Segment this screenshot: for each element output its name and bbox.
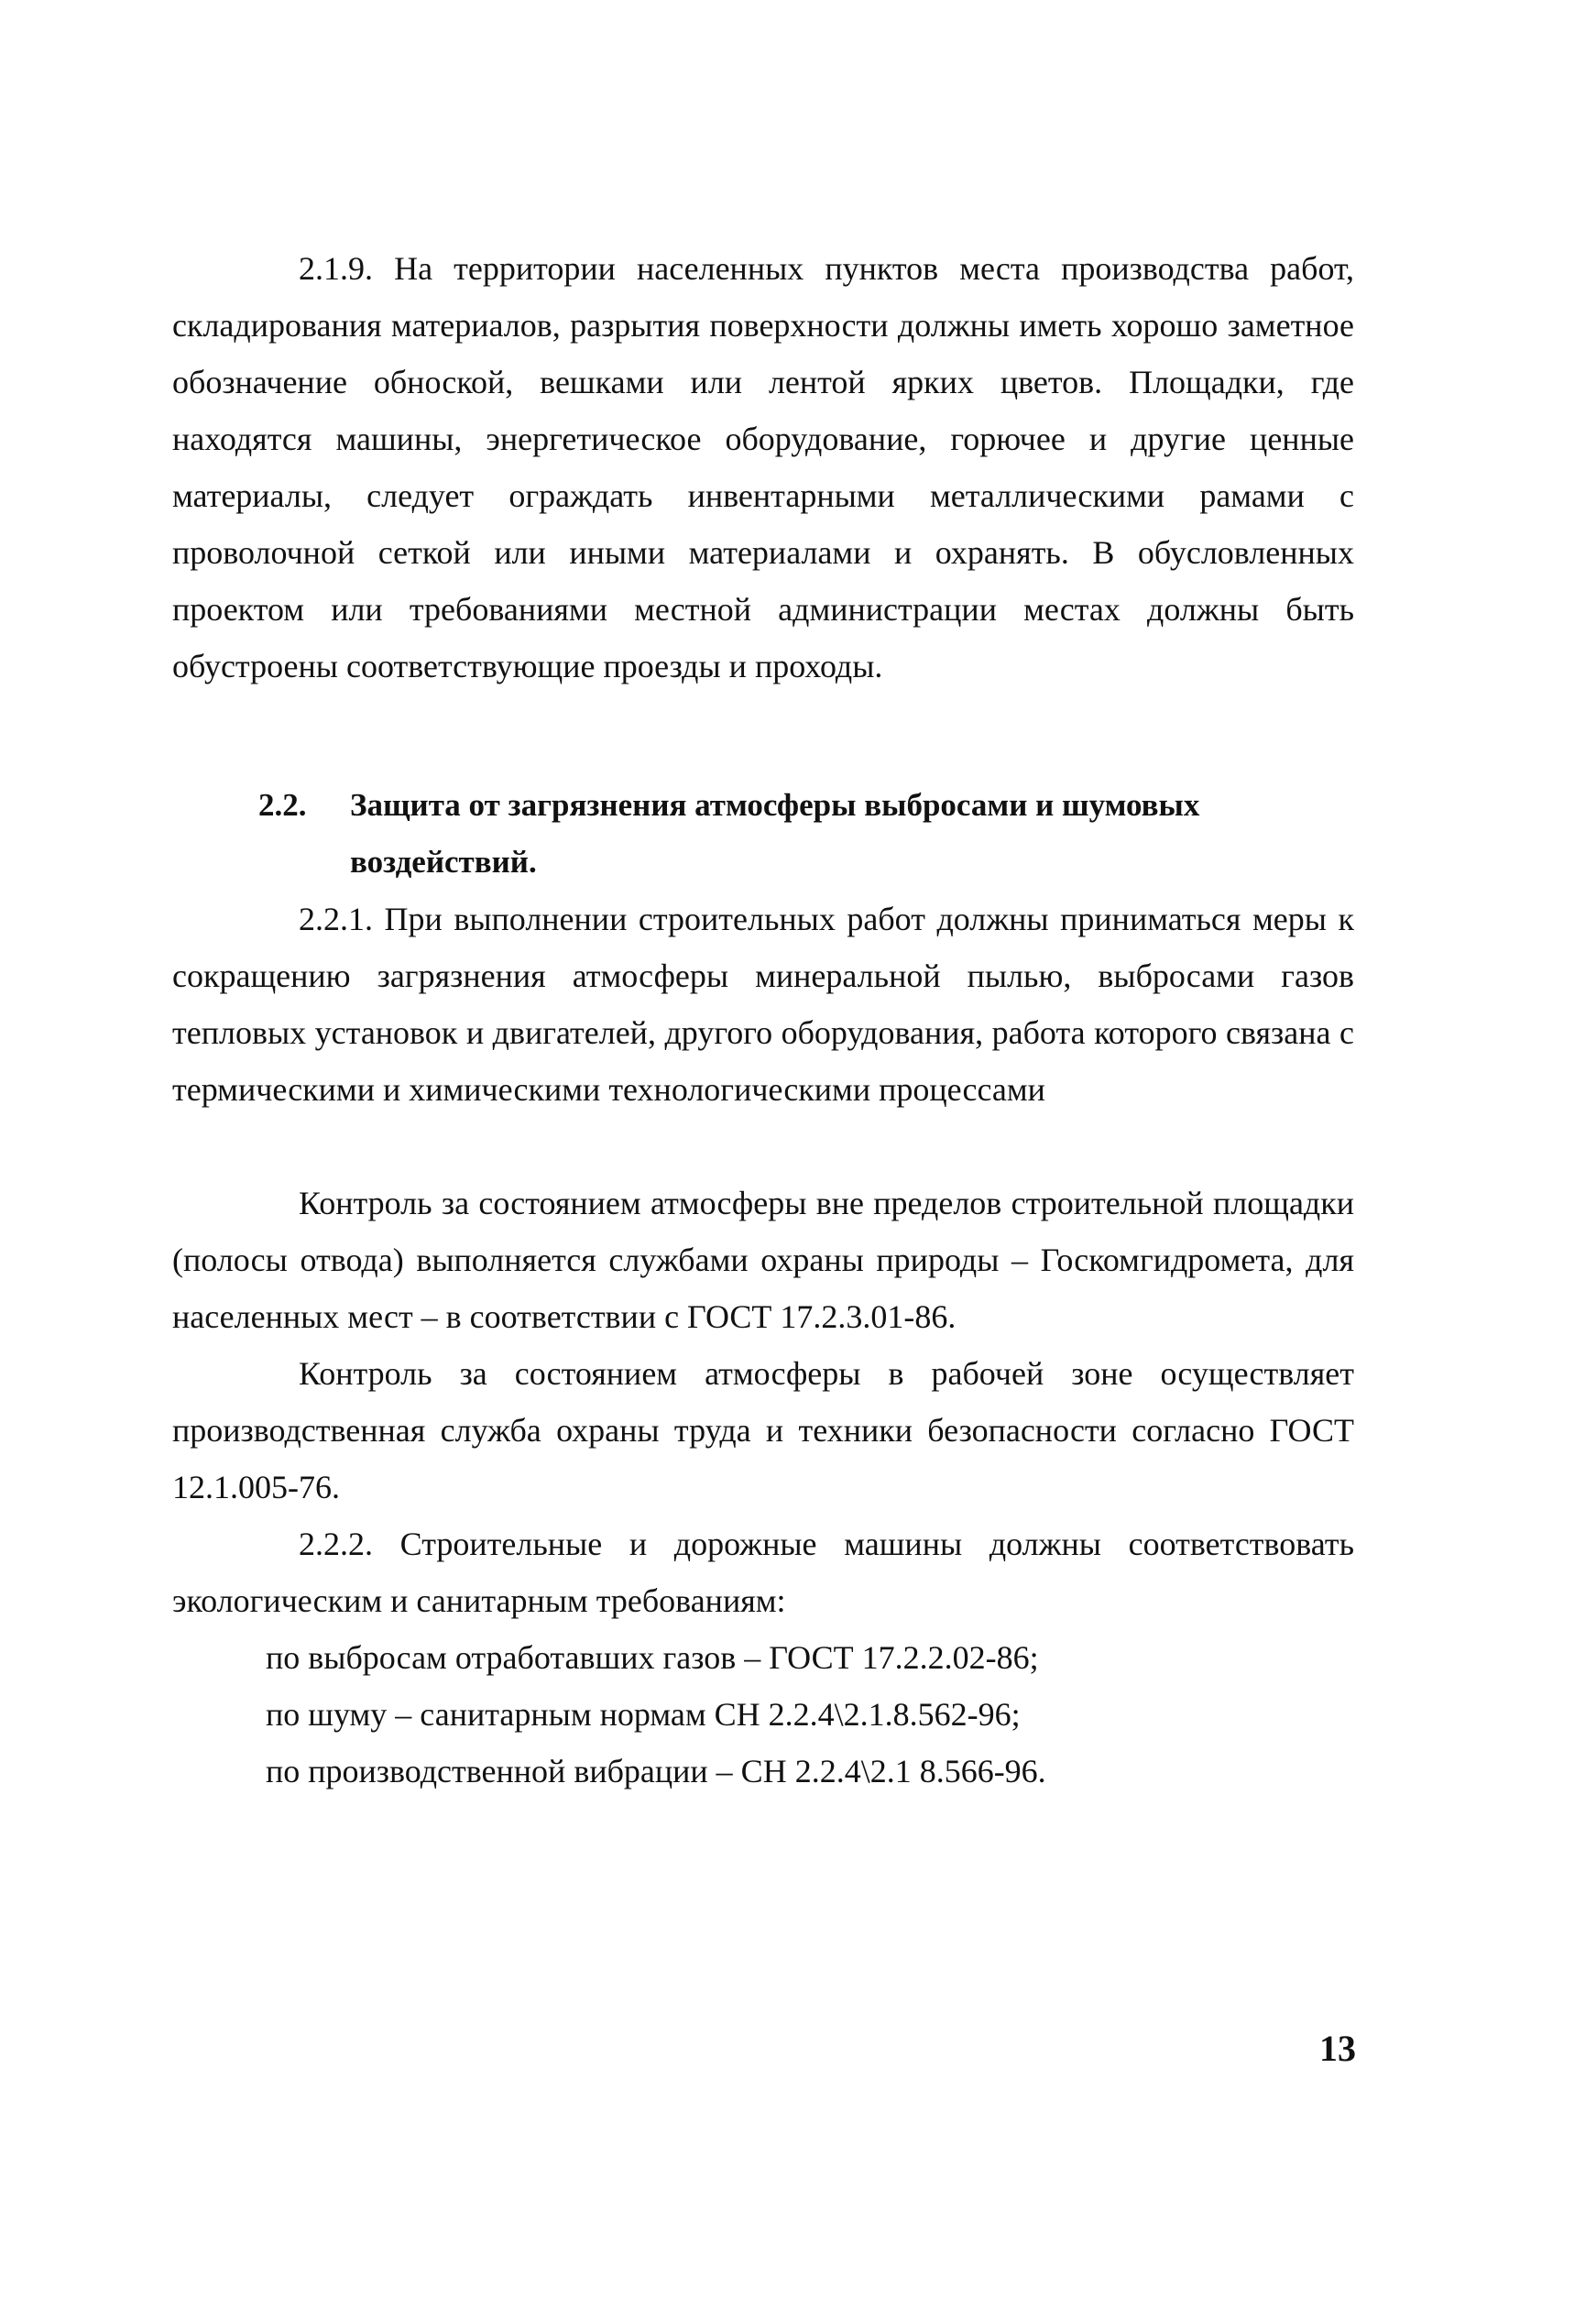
paragraph-control-outside: Контроль за состоянием атмосферы вне пределов строительной площадки (полосы отвода) выполняется службами охраны природы – Госкомгидромета, для населенных мест – в соответствии с ГОСТ 17.2.3.01-86. [172, 1185, 1354, 1335]
requirement-noise: по шуму – санитарным нормам СН 2.2.4\2.1.8.562-96; [266, 1696, 1021, 1733]
requirement-vibration: по производственной вибрации – СН 2.2.4\2.1 8.566-96. [266, 1753, 1046, 1789]
paragraph-2-1-9: 2.1.9. На территории населенных пунктов места производства работ, складирования материалов, разрытия поверхности должны иметь хорошо заметное обозначение обноской, вешками или лентой ярких цветов. Площадки, где находятся машины, энергетическое оборудование, горючее и другие ценные материалы, следует ограждать инвентарными металлическими рамами с проволочной сеткой или иными материалами и охранять. В обусловленных проектом или требованиями местной администрации местах должны быть обустроены соответствующие проезды и проходы. [172, 250, 1354, 684]
paragraph-2-2-1: 2.2.1. При выполнении строительных работ должны приниматься меры к сокращению загрязнения атмосферы минеральной пылью, выбросами газов тепловых установок и двигателей, другого оборудования, работа которого связана с термическими и химическими технологическими процессами [172, 901, 1354, 1108]
section-number: 2.2. [258, 787, 307, 823]
paragraph-2-2-2: 2.2.2. Строительные и дорожные машины должны соответствовать экологическим и санитарным требованиям: [172, 1526, 1354, 1619]
paragraph-control-workzone: Контроль за состоянием атмосферы в рабочей зоне осуществляет производственная служба охраны труда и техники безопасности согласно ГОСТ 12.1.005-76. [172, 1355, 1354, 1505]
section-title-line2: воздействий. [350, 844, 537, 880]
section-heading-2-2 [258, 777, 1266, 891]
section-title-line1: Защита от загрязнения атмосферы выбросами и шумовых [350, 787, 1200, 823]
page-number: 13 [1319, 2028, 1356, 2069]
requirement-exhaust: по выбросам отработавших газов – ГОСТ 17.2.2.02-86; [266, 1639, 1039, 1676]
